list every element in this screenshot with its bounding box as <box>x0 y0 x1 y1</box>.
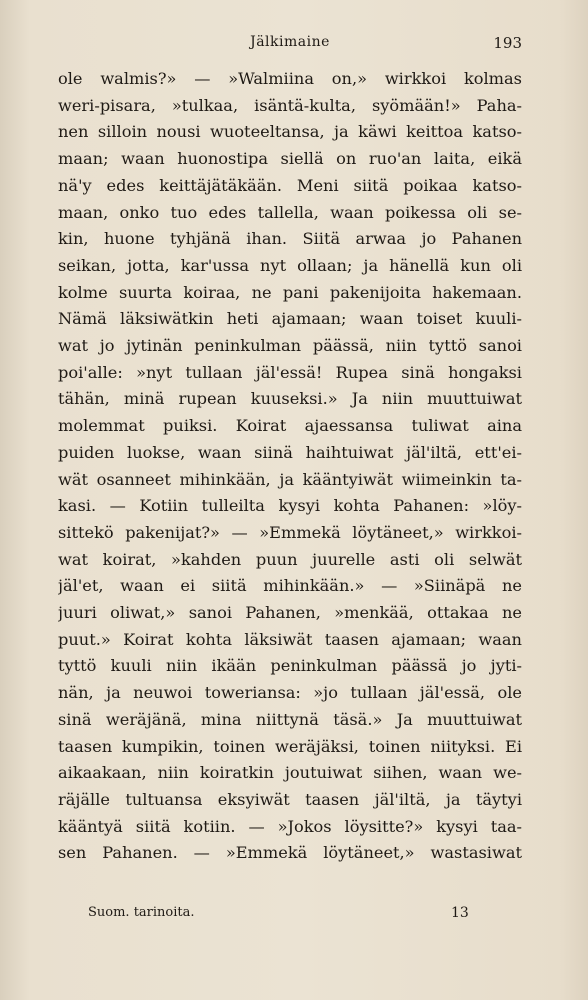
signature-title: Suom. tarinoita. <box>88 905 195 920</box>
page-number: 193 <box>493 34 522 52</box>
text-line: nän, ja neuwoi toweriansa: »jo tullaan jäl'essä, ole <box>58 683 522 703</box>
text-line: aikaakaan, niin koiratkin joutuiwat siihen, waan we- <box>58 763 522 783</box>
signature-number: 13 <box>451 905 469 921</box>
text-line: molemmat puiksi. Koirat ajaessansa tuliwat aina <box>58 416 522 436</box>
text-line: sinä weräjänä, mina niittynä täsä.» Ja muuttuiwat <box>58 709 522 729</box>
text-line: kolme suurta koiraa, ne pani pakenijoita hakemaan. <box>58 282 522 302</box>
running-head <box>58 34 522 58</box>
text-line: poi'alle: »nyt tullaan jäl'essä! Rupea sinä hongaksi <box>58 362 522 382</box>
body-text <box>58 66 522 867</box>
text-line: nen silloin nousi wuoteeltansa, ja käwi keittoa katso- <box>58 122 522 142</box>
text-line: puiden luokse, waan siinä haihtuiwat jäl'iltä, ett'ei- <box>58 442 522 462</box>
text-line: Nämä läksiwätkin heti ajamaan; waan toiset kuuli- <box>58 309 522 329</box>
text-line: weri-pisara, »tulkaa, isäntä-kulta, syömään!» Paha- <box>58 95 522 115</box>
text-line: puut.» Koirat kohta läksiwät taasen ajamaan; waan <box>58 629 522 649</box>
text-line: nä'y edes keittäjätäkään. Meni siitä poikaa katso- <box>58 175 522 195</box>
text-line: taasen kumpikin, toinen weräjäksi, toinen niityksi. Ei <box>58 736 522 756</box>
text-line: räjälle tultuansa eksyiwät taasen jäl'iltä, ja täytyi <box>58 789 522 809</box>
running-title: Jälkimaine <box>250 34 330 50</box>
text-line: kasi. — Kotiin tulleilta kysyi kohta Pahanen: »löy- <box>58 496 522 516</box>
text-line: maan, onko tuo edes tallella, waan poikessa oli se- <box>58 202 522 222</box>
text-line: wät osanneet mihinkään, ja kääntyiwät wiimeinkin ta- <box>58 469 522 489</box>
text-line: ole walmis?» — »Walmiina on,» wirkkoi kolmas <box>58 69 522 88</box>
text-line: kääntyä siitä kotiin. — »Jokos löysitte?» kysyi taa- <box>58 816 522 836</box>
text-line: sittekö pakenijat?» — »Emmekä löytäneet,» wirkkoi- <box>58 522 522 542</box>
text-line: kin, huone tyhjänä ihan. Siitä arwaa jo Pahanen <box>58 229 522 249</box>
text-line: seikan, jotta, kar'ussa nyt ollaan; ja hänellä kun oli <box>58 255 522 275</box>
text-line: tähän, minä rupean kuuseksi.» Ja niin muuttuiwat <box>58 389 522 409</box>
text-line: wat jo jytinän peninkulman päässä, niin tyttö sanoi <box>58 336 522 356</box>
text-line: juuri oliwat,» sanoi Pahanen, »menkää, ottakaa ne <box>58 603 522 623</box>
text-line: wat koirat, »kahden puun juurelle asti oli selwät <box>58 549 522 569</box>
text-line: tyttö kuuli niin ikään peninkulman päässä jo jyti- <box>58 656 522 676</box>
text-line: sen Pahanen. — »Emmekä löytäneet,» wastasiwat <box>58 843 522 863</box>
page-footer <box>58 905 522 927</box>
text-line: maan; waan huonostipa siellä on ruo'an laita, eikä <box>58 149 522 169</box>
text-line: jäl'et, waan ei siitä mihinkään.» — »Siinäpä ne <box>58 576 522 596</box>
